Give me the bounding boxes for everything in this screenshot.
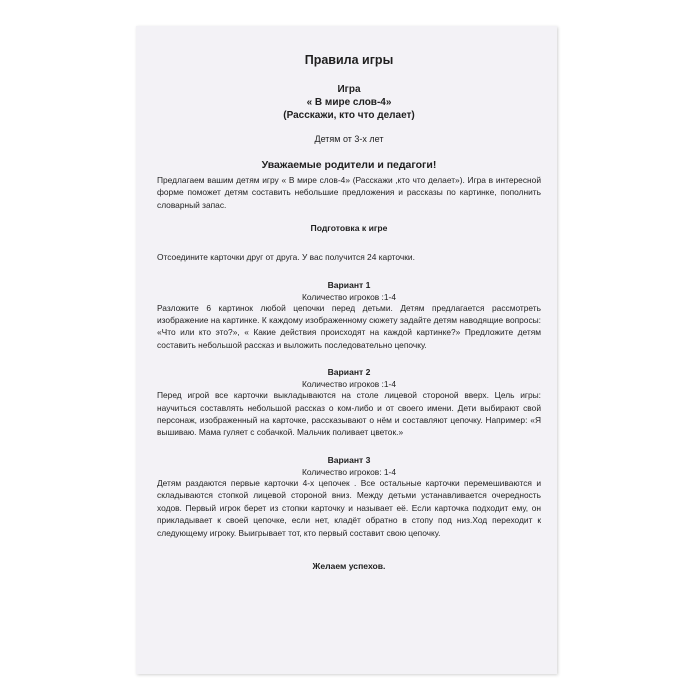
age-note: Детям от 3-х лет xyxy=(314,134,384,144)
closing-wish: Желаем успехов. xyxy=(312,560,386,571)
variant-1-players: Количество игроков :1-4 xyxy=(302,291,396,302)
variant-2-text: Перед игрой все карточки выкладываются на столе лицевой стороной вверх. Цель игры: научиться составлять небольшой рассказ о ком-либо и от своего имени. Дети выбирают свой персонаж, изображенный на карточке, рассказывают о нём и составляют цепочку. Например: «Я вышиваю. Мама гуляет с собачкой. Мальчик поливает цветок.» xyxy=(157,390,541,438)
game-name: « В мире слов-4» xyxy=(306,97,392,108)
game-label: Игра xyxy=(337,84,361,95)
variant-3-text: Детям раздаются первые карточки 4-х цепочек . Все остальные карточки перемешиваются и складываются стопкой лицевой стороной вниз. Между детьми устанавливается очередность ходов. Первый игрок берет из стопки карточку и называет её. Если карточка подходит ему, он прикладывает к своей цепочке, если нет, кладёт обратно в стопу под низ.Ход переходит к следующему игроку. Выигрывает тот, кто первый составит свою цепочку. xyxy=(157,477,541,538)
greeting-heading: Уважаемые родители и педагоги! xyxy=(261,159,437,171)
game-subtitle: (Расскажи, кто что делает) xyxy=(283,110,415,121)
prep-heading: Подготовка к игре xyxy=(310,223,388,234)
variant-1-heading: Вариант 1 xyxy=(327,279,371,290)
prep-paragraph: Отсоедините карточки друг от друга. У вас получится 24 карточки. xyxy=(157,252,415,263)
variant-1-text: Разложите 6 картинок любой цепочки перед детьми. Детям предлагается рассмотреть изображение на картинке. К каждому изображенному сюжету задайте детям наводящие вопросы: «Что или кто это?», « Какие действия происходят на каждой картинке?» Предложите детям составить небольшой рассказ и выложить последовательно цепочку. xyxy=(157,302,541,350)
variant-2-heading: Вариант 2 xyxy=(327,367,371,378)
rules-sheet xyxy=(136,26,557,674)
page-title: Правила игры xyxy=(304,53,394,67)
variant-3-players: Количество игроков: 1-4 xyxy=(302,466,396,477)
intro-paragraph: Предлагаем вашим детям игру « В мире слов-4» (Расскажи ,кто что делает»). Игра в интересной форме поможет детям составить небольшие предложения и рассказы по картинке, пополнить словарный запас. xyxy=(157,175,541,210)
variant-2-players: Количество игроков :1-4 xyxy=(302,379,396,390)
variant-3-heading: Вариант 3 xyxy=(327,454,371,465)
